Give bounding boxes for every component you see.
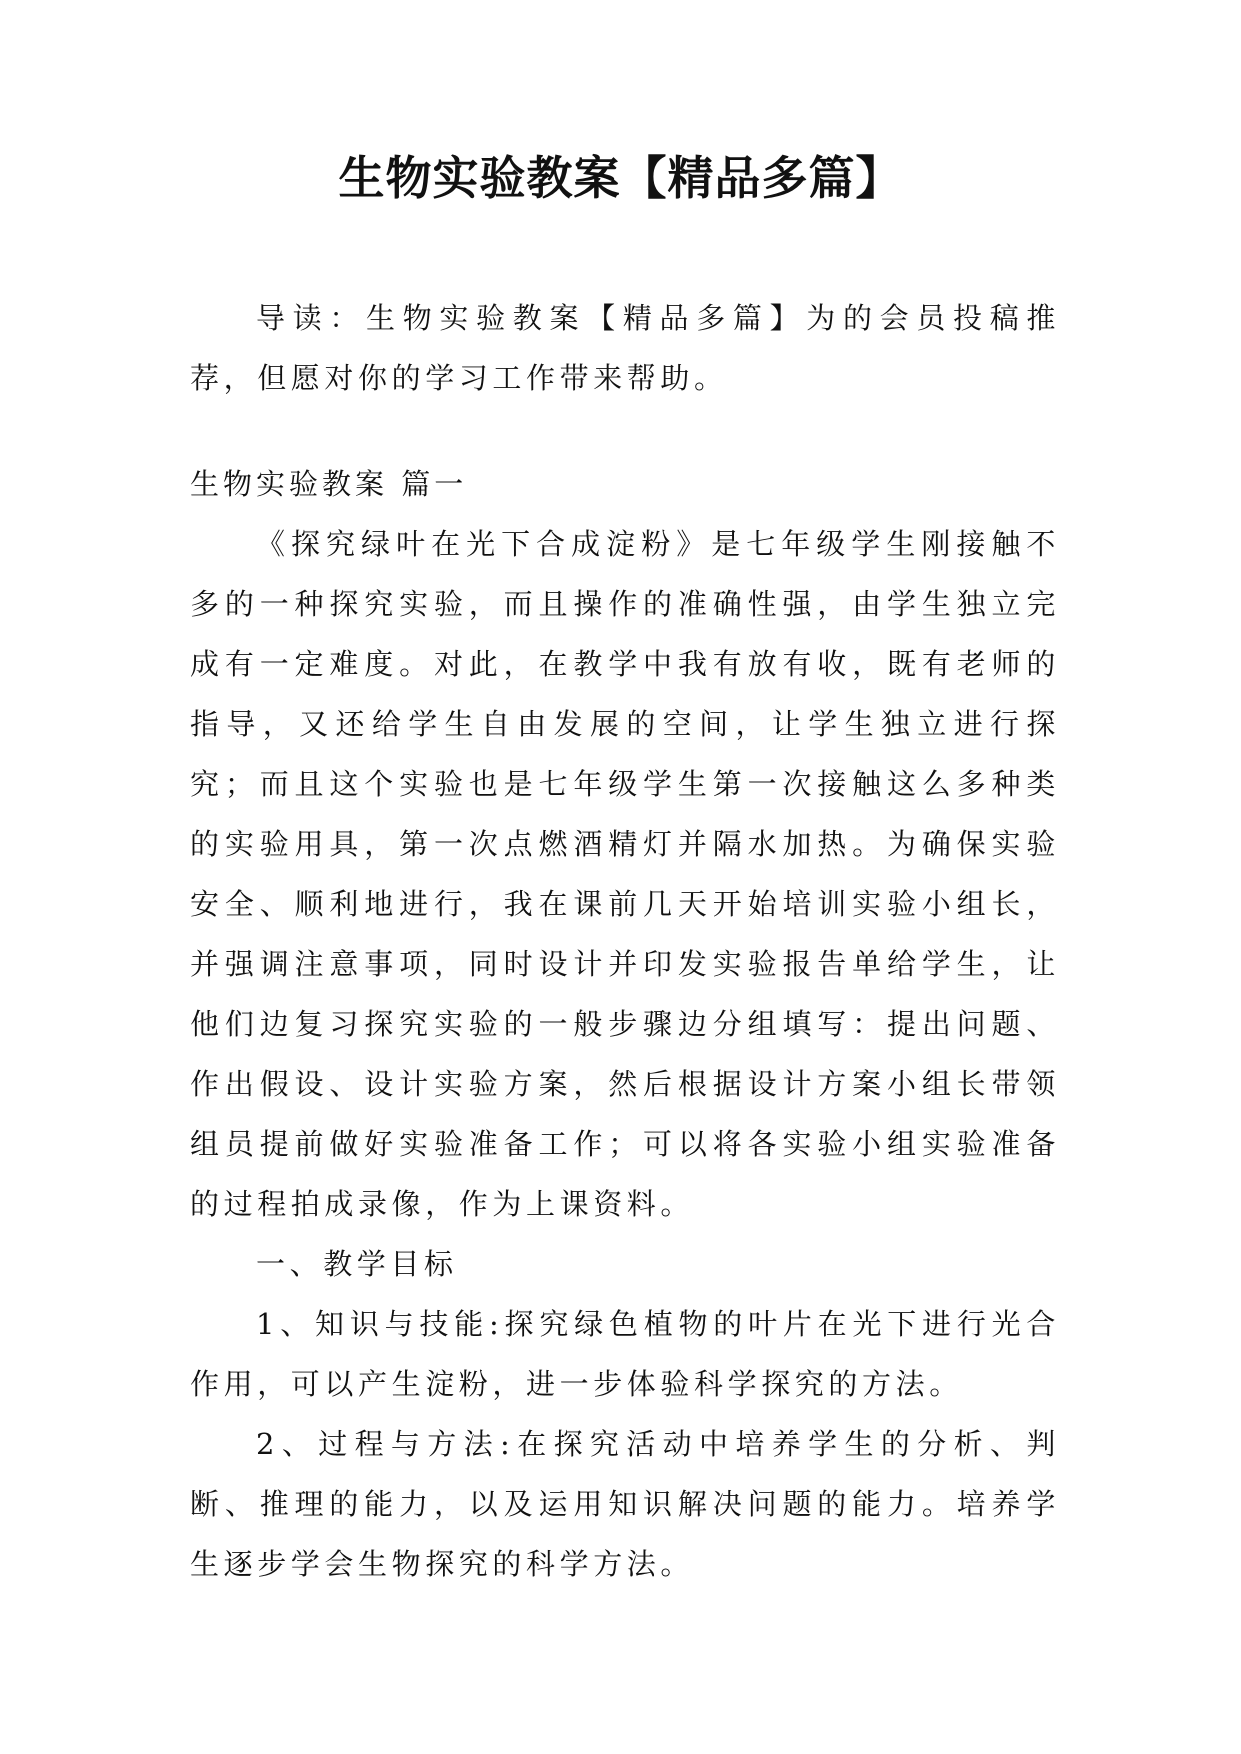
paragraph-background: 《探究绿叶在光下合成淀粉》是七年级学生刚接触不多的一种探究实验，而且操作的准确性强，由学生独立完成有一定难度。对此，在教学中我有放有收，既有老师的指导，又还给学生自由发展的空间，让学生独立进行探究；而且这个实验也是七年级学生第一次接触这么多种类的实验用具，第一次点燃酒精灯并隔水加热。为确保实验安全、顺利地进行，我在课前几天开始培训实验小组长，并强调注意事项，同时设计并印发实验报告单给学生，让他们边复习探究实验的一般步骤边分组填写：提出问题、作出假设、设计实验方案，然后根据设计方案小组长带领组员提前做好实验准备工作；可以将各实验小组实验准备的过程拍成录像，作为上课资料。 xyxy=(190,527,1060,1221)
section-one xyxy=(190,454,1060,1594)
intro-paragraph: 导读：生物实验教案【精品多篇】为的会员投稿推荐，但愿对你的学习工作带来帮助。 xyxy=(190,301,1060,395)
intro-block xyxy=(190,288,1060,408)
document-title: 生物实验教案【精品多篇】 xyxy=(338,151,903,205)
section-heading: 生物实验教案 篇一 xyxy=(190,467,468,501)
paragraph-objective-2: 2、过程与方法:在探究活动中培养学生的分析、判断、推理的能力，以及运用知识解决问题的能力。培养学生逐步学会生物探究的科学方法。 xyxy=(190,1427,1060,1581)
paragraph-objective-1: 1、知识与技能:探究绿色植物的叶片在光下进行光合作用，可以产生淀粉，进一步体验科学探究的方法。 xyxy=(190,1307,1060,1401)
paragraph-objectives-heading: 一、教学目标 xyxy=(256,1247,458,1281)
